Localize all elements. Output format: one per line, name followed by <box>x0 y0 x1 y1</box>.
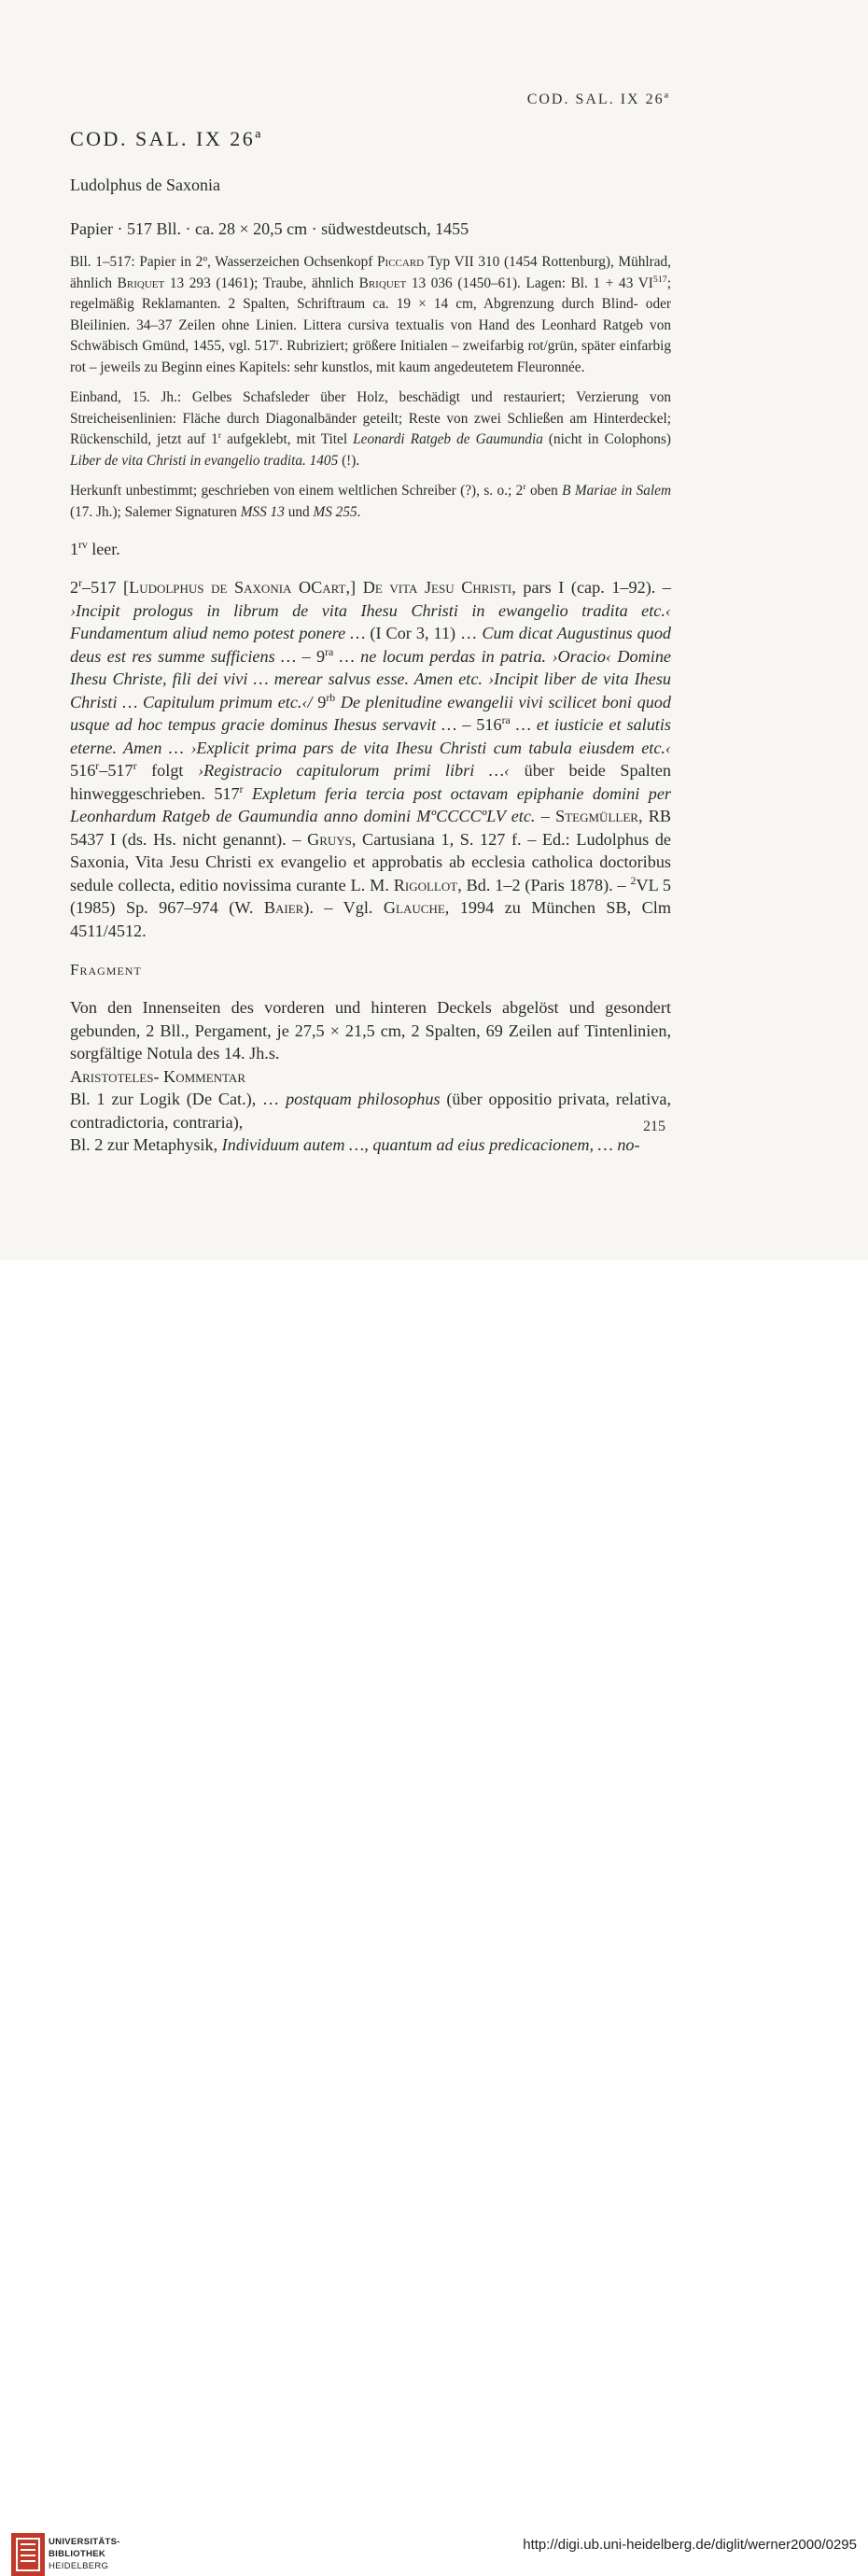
contents-description: 2$^r$–517 [Ludolphus de Saxonia OCart,] De vita Jesu Christi, pars I (cap. 1–92). – ›Incipit prologus in librum de vita Ihesu Christi in ewangelio tradita etc.‹ Fundamentum aliud nemo potest ponere … (I Cor 3, 11) … Cum dicat Augustinus quod deus est res summe sufficiens … – $9^{ra}$ … ne locum perdas in patria. ›Oracio‹ Domine Ihesu Christe, fili dei vivi … merear salvus esse. Amen etc. ›Incipit liber de vita Ihesu Christi … Capitulum primum etc.‹/ $9^{rb}$ De plenitudine ewangelii vivi scilicet boni quod usque ad hoc tempus gracie dominus Ihesus servavit … – $516^{ra}$ … et iusticie et salutis eterne. Amen … ›Explicit prima pars de vita Ihesu Christi cum tabula eiusdem etc.‹ 516$^r$–517$^r$ folgt ›Registracio capitulorum primi libri …‹ über beide Spalten hinweggeschrieben. 517$^r$ Expletum feria tercia post octavam epiphanie domini per Leonhardum Ratgeb de Gaumundia anno domini MºCCCCºLV etc. – Stegmüller, RB 5437 I (ds. Hs. nicht genannt). – Gruys, Cartusiana 1, S. 127 f. – Ed.: Ludolphus de Saxonia, Vita Jesu Christi ex evangelio et approbatis ab ecclesia catholica doctoribus sedule collecta, editio novissima curante L. M. Rigollot, Bd. 1–2 (Paris 1878). – $^2$VL 5 (1985) Sp. 967–974 (W. Baier). – Vgl. Glauche, 1994 zu München SB, Clm 4511/4512. <box>70 575 672 940</box>
physical-description: Bll. 1–517: Papier in 2º, Wasserzeichen Ochsenkopf Piccard Typ VII 310 (1454 Rottenburg), Mühlrad, ähnlich Briquet 13 293 (1461); Traube, ähnlich Briquet 13 036 (1450–61). Lagen: Bl. 1 + 43 VI$^{517}$; regelmäßig Reklamanten. 2 Spalten, Schriftraum ca. 19 × 14 cm, Abgrenzung durch Blind- oder Bleilinien. 34–37 Zeilen ohne Linien. Littera cursiva textualis von Hand des Leonhard Ratgeb von Schwäbisch Gmünd, 1455, vgl. 517$^r$. Rubriziert; größere Initialen – zweifarbig rot/grün, später einfarbig rot – jeweils zu Beginn eines Kapitels: sehr kunstlos, mit kaum angedeutetem Fleuronnée. <box>70 254 672 375</box>
entry-title: COD. SAL. IX 26ª <box>70 127 263 150</box>
fragment-subheading: Aristoteles- Kommentar <box>70 1066 245 1086</box>
library-logo[interactable] <box>11 2533 142 2576</box>
fragment-description: Von den Innenseiten des vorderen und hinteren Deckels abgelöst und gesondert gebunden, 2 Bll., Pergament, je 27,5 × 21,5 cm, 2 Spalten, 69 Zeilen auf Tintenlinien, sorgfältige Notula des 14. Jh.s. <box>70 998 671 1063</box>
logo-text-line-2: BIBLIOTHEK <box>49 2549 106 2559</box>
binding-description: Einband, 15. Jh.: Gelbes Schafsleder über Holz, beschädigt und restauriert; Verzierung von Streicheisenlinien: Fläche durch Diagonalbänder geteilt; Reste von zwei Schließen am Hinterdeckel; Rückenschild, jetzt auf 1$^r$ aufgeklebt, mit Titel Leonardi Ratgeb de Gaumundia (nicht in Colophons) Liber de vita Christi in evangelio tradita. 1405 (!). <box>70 389 672 469</box>
page-url-link[interactable]: http://digi.ub.uni-heidelberg.de/diglit/werner2000/0295 <box>523 2537 857 2553</box>
viewer-footer <box>0 1260 868 2571</box>
entry-author: Ludolphus de Saxonia <box>70 176 220 194</box>
fragment-leaf-1: Bl. 1 zur Logik (De Cat.), … postquam philosophus (über oppositio privata, relativa, contradictoria, contraria), <box>70 1090 671 1132</box>
entry-summary: Papier · 517 Bll. · ca. 28 × 20,5 cm · südwestdeutsch, 1455 <box>70 219 469 238</box>
folio-1-empty: $1^{rv}$ leer. <box>70 539 120 558</box>
library-emblem-icon <box>11 2533 45 2576</box>
logo-text-line-3: HEIDELBERG <box>49 2561 109 2571</box>
catalogue-entry <box>70 127 671 1166</box>
fragment-heading: Fragment <box>70 961 142 978</box>
running-head: COD. SAL. IX 26ª <box>526 91 670 107</box>
page-number: 215 <box>643 1119 665 1134</box>
fragment-leaf-2: Bl. 2 zur Metaphysik, Individuum autem …, quantum ad eius predicacionem, … no- <box>70 1135 640 1154</box>
provenance: Herkunft unbestimmt; geschrieben von einem weltlichen Schreiber (?), s. o.; 2$^r$ oben B Mariae in Salem (17. Jh.); Salemer Signaturen MSS 13 und MS 255. <box>70 481 672 520</box>
logo-text-line-1: UNIVERSITÄTS- <box>49 2537 120 2547</box>
book-page <box>0 0 868 1260</box>
